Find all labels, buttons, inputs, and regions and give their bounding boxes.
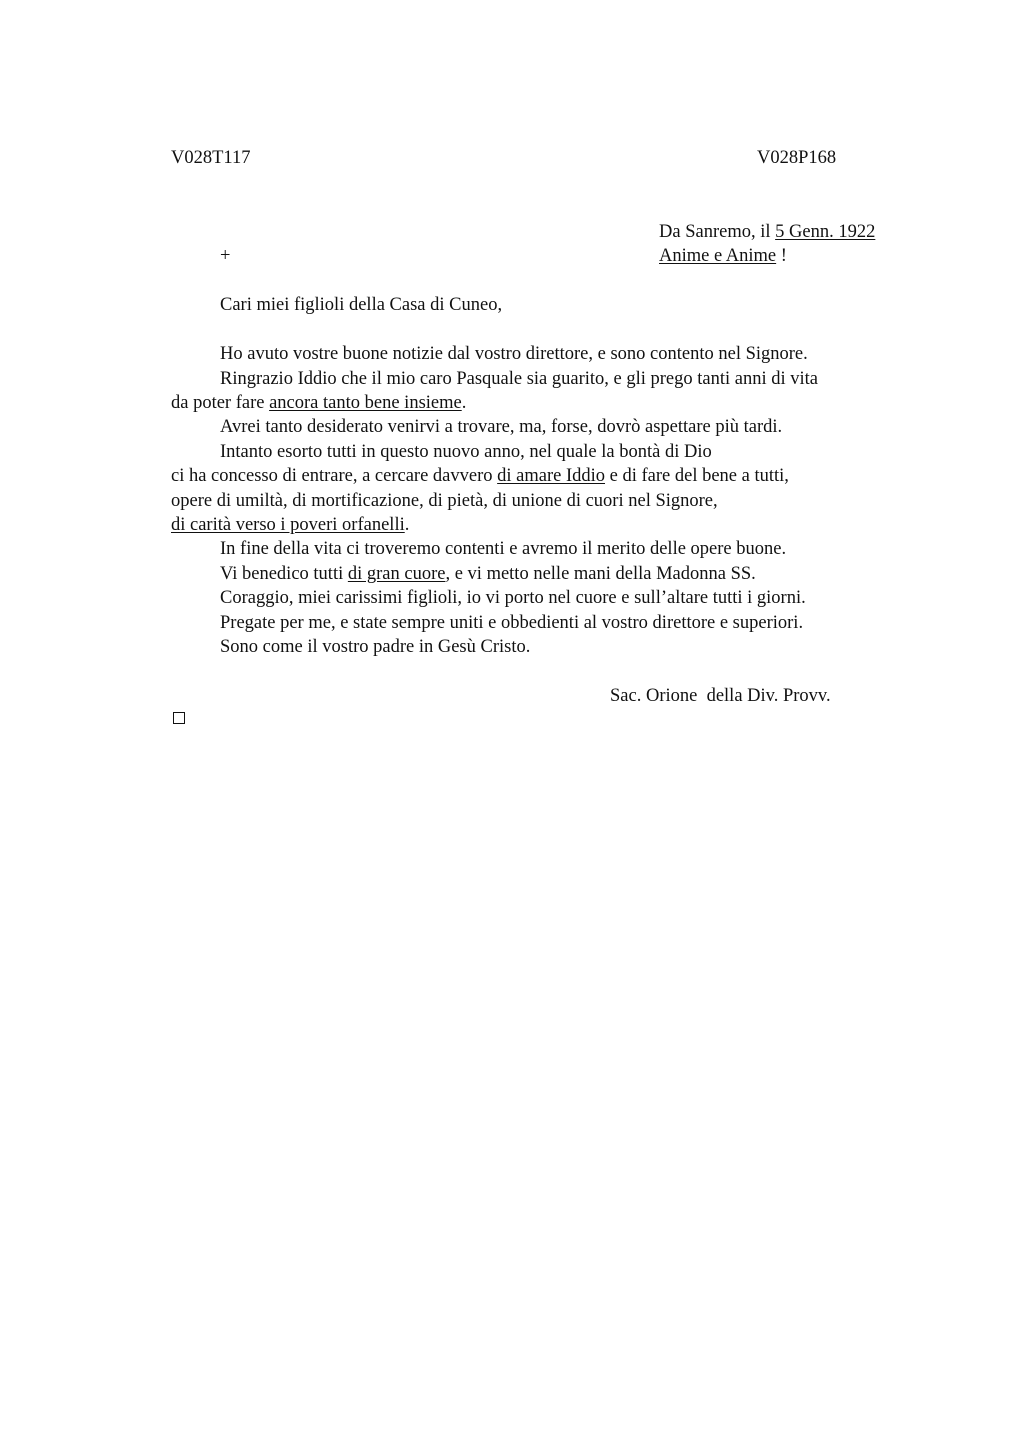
archive-code-left: V028T117 [171, 148, 251, 168]
body-line-7: opere di umiltà, di mortificazione, di pietà, di unione di cuori nel Signore, [171, 491, 718, 511]
dateline-prefix: Da Sanremo, il [659, 222, 776, 242]
body-line-3-text: da poter fare [171, 393, 270, 413]
body-line-6 [171, 464, 789, 488]
body-line-8-end: . [404, 515, 410, 535]
body-line-2: Ringrazio Iddio che il mio caro Pasquale sia guarito, e gli prego tanti anni di vita [220, 369, 819, 389]
archive-code-right: V028P168 [757, 148, 837, 168]
body-line-1: Ho avuto vostre buone notizie dal vostro direttore, e sono contento nel Signore. [220, 344, 808, 364]
body-line-10-underlined: di gran cuore [347, 564, 446, 584]
body-line-8 [171, 513, 409, 537]
body-line-3-underlined: ancora tanto bene insieme [269, 393, 462, 413]
motto [659, 244, 787, 268]
body-line-9: In fine della vita ci troveremo contenti e avremo il merito delle opere buone. [220, 539, 787, 559]
empty-square-icon [173, 712, 185, 724]
dateline-date: 5 Genn. 1922 [775, 222, 876, 242]
body-line-10-text: Vi benedico tutti [220, 564, 348, 584]
body-line-11: Coraggio, miei carissimi figlioli, io vi porto nel cuore e sull’altare tutti i giorni. [220, 588, 806, 608]
body-line-3-end: . [461, 393, 467, 413]
body-line-12: Pregate per me, e state sempre uniti e obbedienti al vostro direttore e superiori. [220, 613, 804, 633]
body-line-6-underlined: di amare Iddio [497, 466, 606, 486]
body-line-10-end: , e vi metto nelle mani della Madonna SS. [445, 564, 756, 584]
salutation: Cari miei figlioli della Casa di Cuneo, [220, 295, 503, 315]
motto-suffix: ! [776, 246, 787, 266]
dateline [659, 220, 875, 244]
body-line-8-underlined: di carità verso i poveri orfanelli [171, 515, 405, 535]
cross-mark: + [220, 246, 231, 266]
body-line-4: Avrei tanto desiderato venirvi a trovare, ma, forse, dovrò aspettare più tardi. [220, 417, 783, 437]
body-line-10 [220, 562, 756, 586]
motto-text: Anime e Anime [659, 246, 777, 266]
signature: Sac. Orione della Div. Provv. [610, 686, 831, 706]
body-line-13: Sono come il vostro padre in Gesù Cristo. [220, 637, 531, 657]
body-line-6-text: ci ha concesso di entrare, a cercare davvero [171, 466, 498, 486]
body-line-5: Intanto esorto tutti in questo nuovo anno, nel quale la bontà di Dio [220, 442, 712, 462]
body-line-3 [171, 391, 466, 415]
body-line-6-end: e di fare del bene a tutti, [605, 466, 789, 486]
